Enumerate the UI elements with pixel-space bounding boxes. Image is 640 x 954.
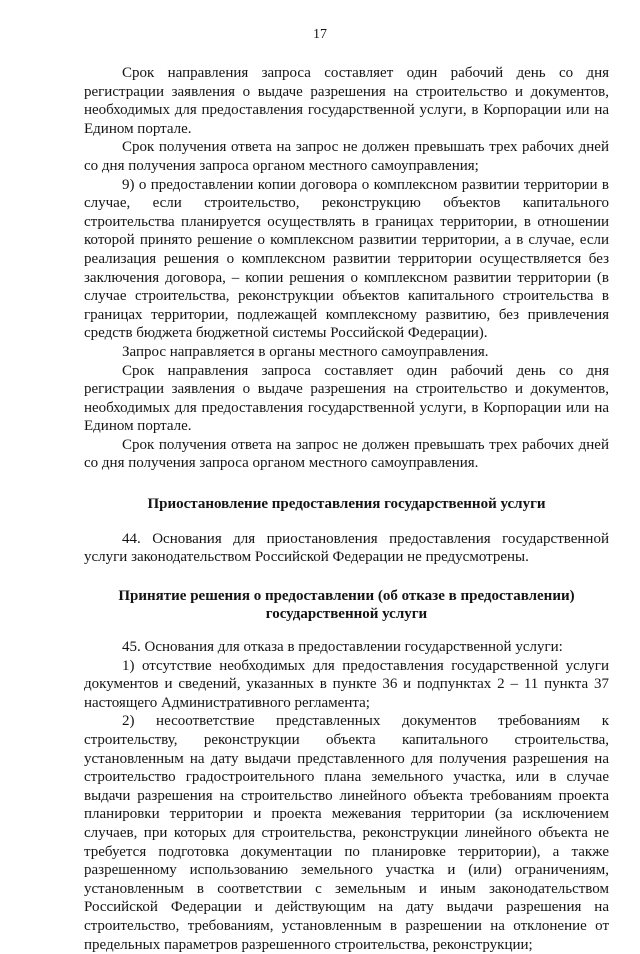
paragraph-45: 45. Основания для отказа в предоставлении государственной услуги: — [122, 639, 563, 656]
paragraph: 1) отсутствие необходимых для предоставления государственной услуги документов и сведений, указанных в пункте 36 и подпунктах 2 – 11 пункта 37 настоящего Административного регламента; — [84, 657, 609, 711]
paragraph-44: 44. Основания для приостановления предоставления государственной услуги законодательством Российской Федерации не предусмотрены. — [84, 530, 609, 566]
paragraph: Срок направления запроса составляет один рабочий день со дня регистрации заявления о выдаче разрешения на строительство и документов, необходимых для предоставления государственной услуги, в Корпорации или на Едином портале. — [84, 362, 609, 435]
page-number: 17 — [313, 27, 327, 42]
heading-line: государственной услуги — [265, 606, 428, 623]
section-heading-decision — [84, 587, 609, 624]
paragraph: Срок получения ответа на запрос не должен превышать трех рабочих дней со дня получения запроса органом местного самоуправления. — [84, 436, 609, 472]
paragraph: 9) о предоставлении копии договора о комплексном развитии территории в случае, если строительство, реконструкцию объектов капитального строительства планируется осуществлять в границах территории, в отношении которой принято решение о комплексном развитии территории, а в случае, если реализация решения о комплексном развитии территории осуществляется без заключения договора, – копии решения о комплексном развитии территории (в случае строительства, реконструкции объектов капитального строительства в границах территории, подлежащей комплексному развитию, без привлечения средств бюджета бюджетной системы Российской Федерации). — [84, 176, 609, 342]
document-body — [84, 64, 609, 954]
section-heading-suspension: Приостановление предоставления государственной услуги — [147, 496, 546, 513]
paragraph: Срок направления запроса составляет один рабочий день со дня регистрации заявления о выдаче разрешения на строительство и документов, необходимых для предоставления государственной услуги, в Корпорации или на Едином портале. — [84, 65, 609, 137]
paragraph: Срок получения ответа на запрос не должен превышать трех рабочих дней со дня получения запроса органом местного самоуправления; — [84, 139, 609, 174]
paragraph: 2) несоответствие представленных документов требованиям к строительству, реконструкции объекта капитального строительства, установленным на дату выдачи представленного для получения разрешения на строительство градостроительного плана земельного участка, или в случае выдачи разрешения на строительство линейного объекта требованиям проекта планировки территории и проекта межевания территории (за исключением случаев, при которых для строительства, реконструкции линейного объекта не требуется подготовка документации по планировке территории), а также разрешенному использованию земельного участка и (или) ограничениям, установленным в соответствии с земельным и иным законодательством Российской Федерации и действующим на дату выдачи разрешения на строительство, требованиям, установленным в разрешении на отклонение от предельных параметров разрешенного строительства, реконструкции; — [84, 713, 609, 953]
heading-line: Принятие решения о предоставлении (об отказе в предоставлении) — [118, 587, 575, 604]
paragraph: Запрос направляется в органы местного самоуправления. — [122, 343, 489, 360]
